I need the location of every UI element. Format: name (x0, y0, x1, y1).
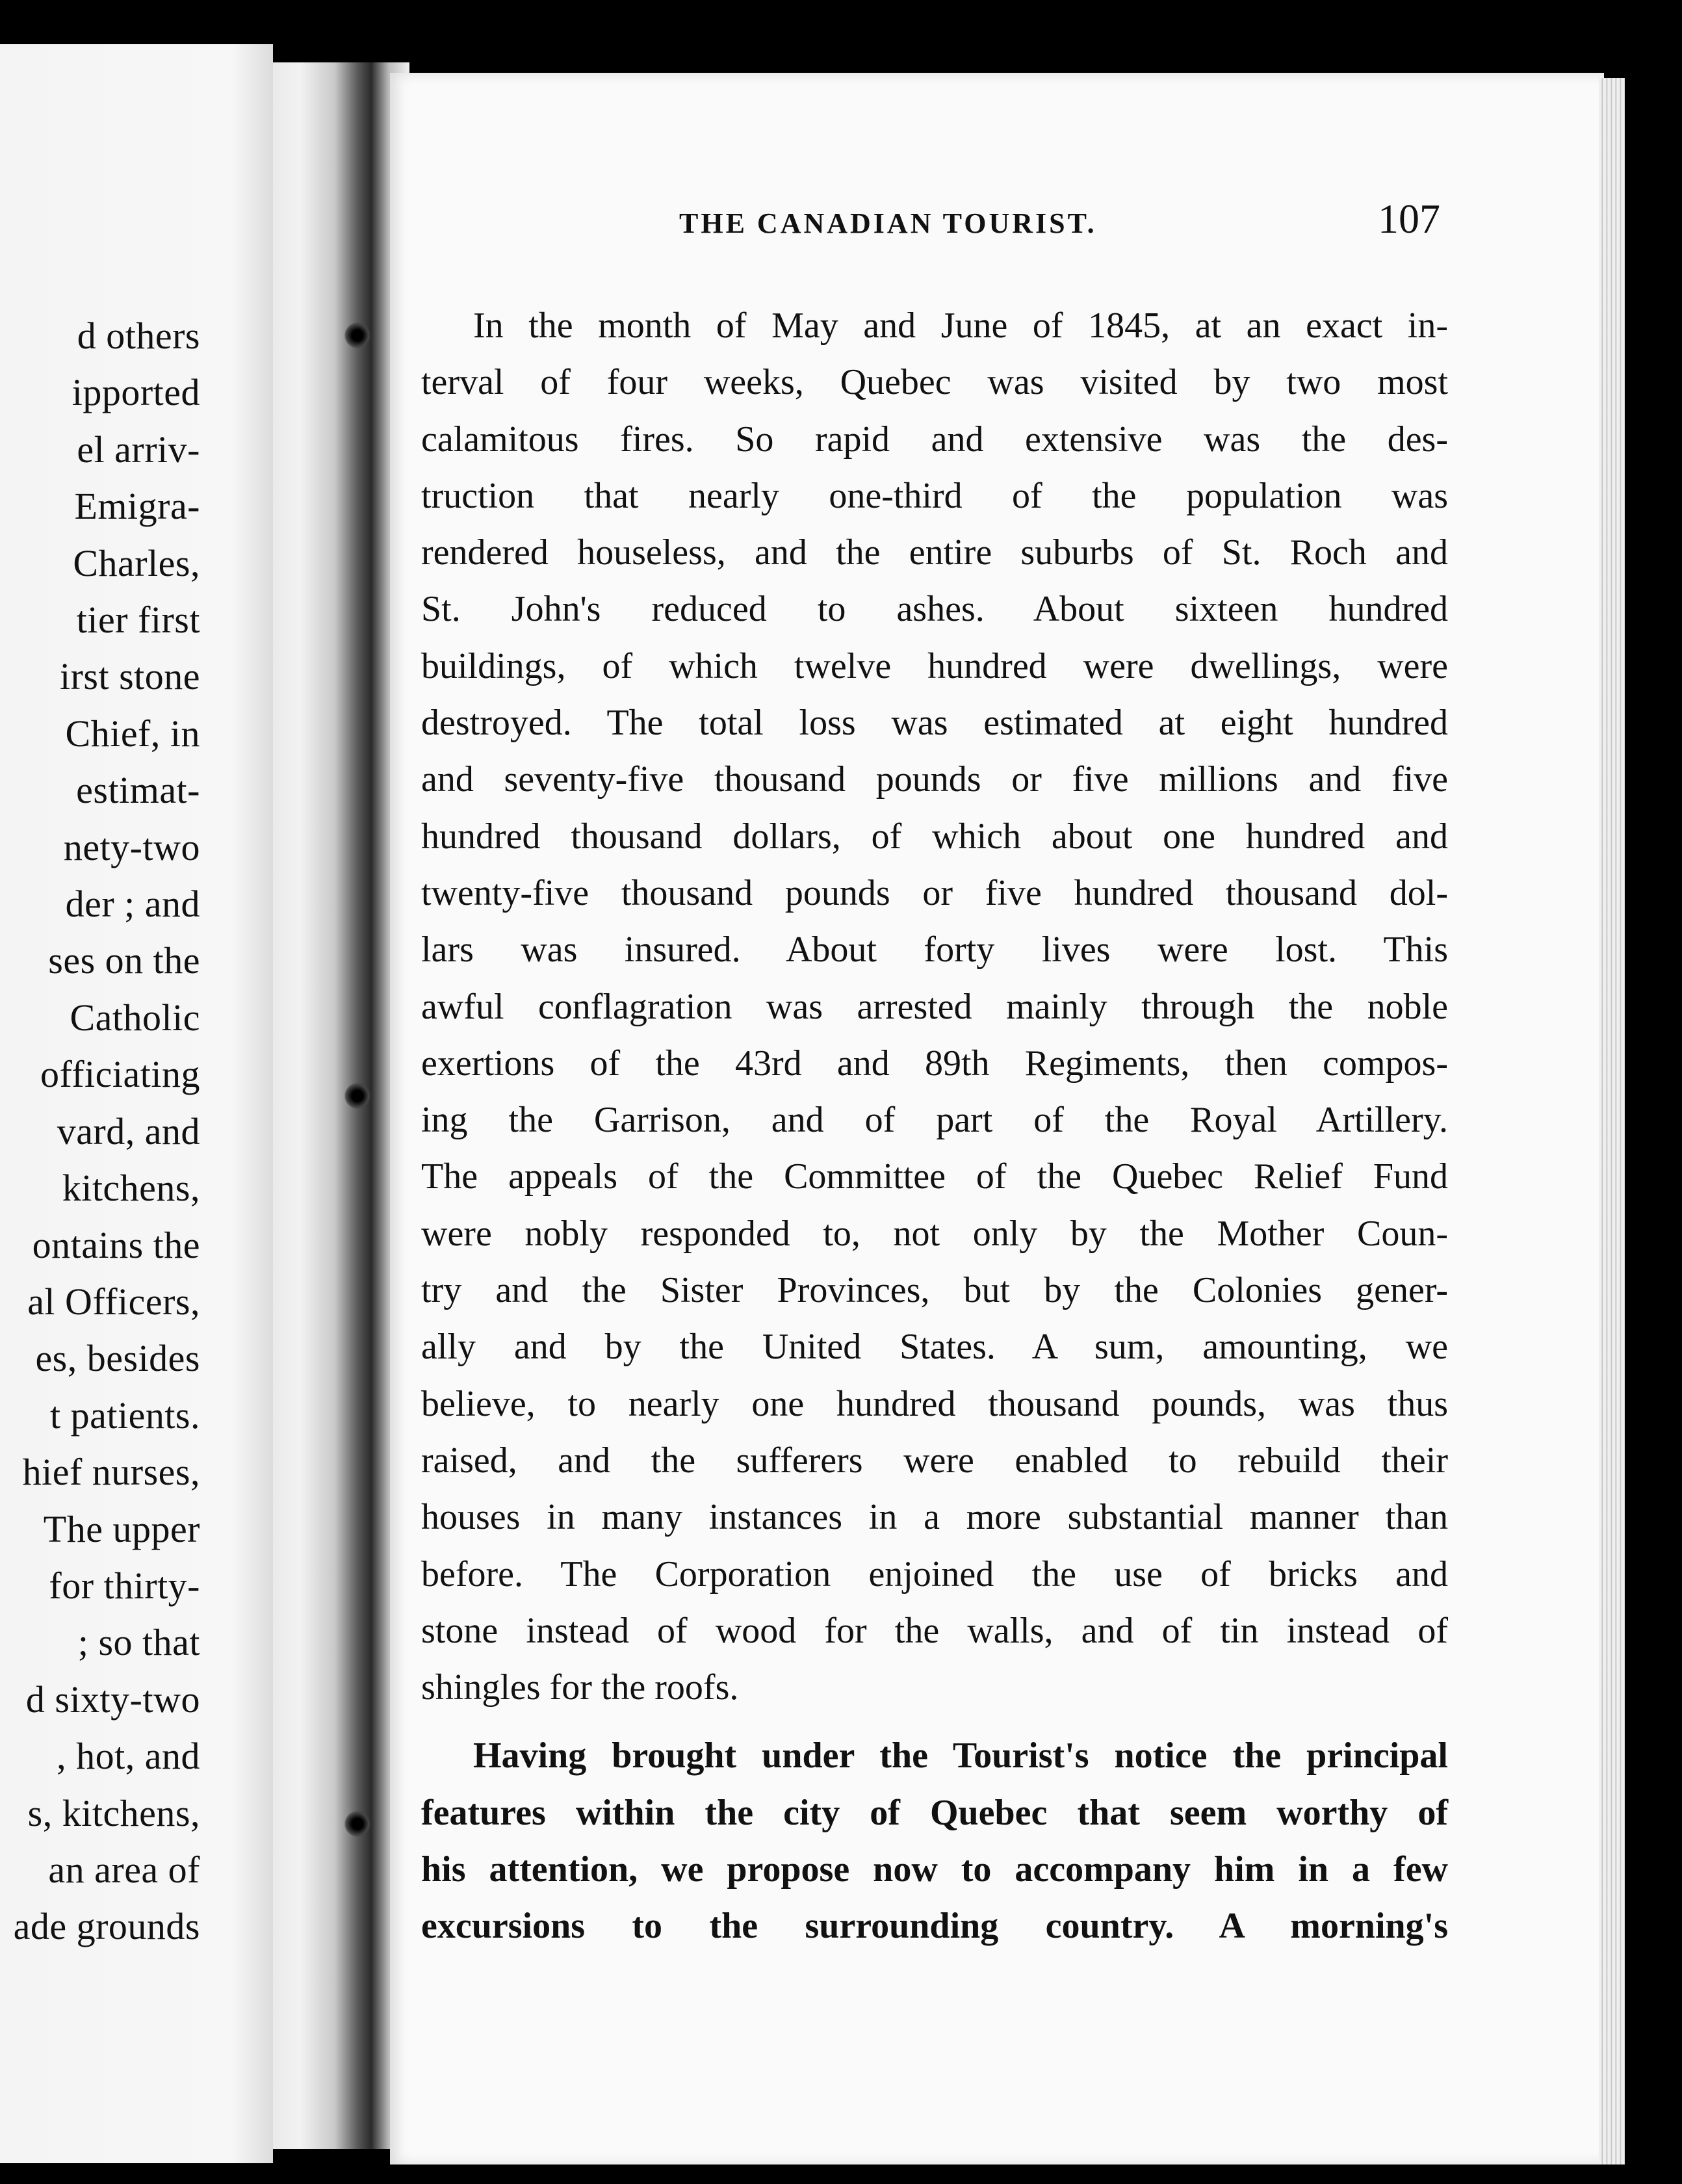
left-page-line: el arriv- (77, 428, 200, 471)
left-page-line: hief nurses, (22, 1451, 200, 1494)
text-line: shingles for the roofs. (421, 1667, 739, 1708)
left-page-line: ; so that (77, 1621, 200, 1664)
text-line: ally and by the United States. A sum, amounting, we (421, 1327, 1448, 1368)
text-line: were nobly responded to, not only by the Mother Coun- (421, 1213, 1448, 1254)
left-page-line: an area of (48, 1848, 200, 1891)
text-line: awful conflagration was arrested mainly through the noble (421, 986, 1448, 1027)
binding-hole (344, 1083, 370, 1109)
text-line: exertions of the 43rd and 89th Regiments, then compos- (421, 1043, 1448, 1084)
left-page-line: ontains the (32, 1223, 200, 1266)
left-page-line: Chief, in (65, 712, 200, 755)
text-line: hundred thousand dollars, of which about one hundred and (421, 816, 1448, 857)
text-line: In the month of May and June of 1845, at an exact in- (473, 306, 1448, 346)
text-line: The appeals of the Committee of the Quebec Relief Fund (421, 1156, 1448, 1197)
text-line: buildings, of which twelve hundred were dwellings, were (421, 645, 1448, 686)
text-line: houses in many instances in a more substantial manner than (421, 1497, 1448, 1538)
body-text (421, 298, 1448, 1955)
left-page-line: vard, and (57, 1110, 200, 1152)
left-page-line: s, kitchens, (27, 1791, 200, 1834)
left-page-line: d others (77, 315, 200, 357)
text-line: destroyed. The total loss was estimated at eight hundred (421, 703, 1448, 744)
left-page-line: kitchens, (62, 1167, 200, 1210)
text-line: twenty-five thousand pounds or five hundred thousand dol- (421, 872, 1448, 913)
text-line: rendered houseless, and the entire suburbs of St. Roch and (421, 532, 1448, 573)
text-line: excursions to the surrounding country. A morning's (421, 1906, 1448, 1947)
text-line: before. The Corporation enjoined the use of bricks and (421, 1554, 1448, 1594)
page-number: 107 (1378, 196, 1440, 242)
text-line: truction that nearly one-third of the population was (421, 475, 1448, 516)
left-page-line: d sixty-two (25, 1678, 200, 1721)
left-page-line: irst stone (59, 655, 200, 698)
left-page-line: al Officers, (27, 1280, 200, 1323)
text-line: believe, to nearly one hundred thousand pounds, was thus (421, 1383, 1448, 1424)
left-page-line: Emigra- (74, 485, 200, 528)
left-page-line: Catholic (70, 996, 200, 1039)
text-line: lars was insured. About forty lives were lost. This (421, 930, 1448, 970)
running-head: THE CANADIAN TOURIST. (679, 207, 1097, 239)
binding-hole (344, 1811, 370, 1837)
left-page-line: ade grounds (13, 1905, 200, 1948)
left-page-line: Charles, (73, 541, 200, 584)
paragraph-1 (421, 298, 1448, 1716)
left-page-line: tier first (76, 599, 200, 642)
left-page-line: , hot, and (57, 1735, 200, 1778)
text-line: terval of four weeks, Quebec was visited by two most (421, 362, 1448, 403)
paragraph-2 (421, 1728, 1448, 1955)
text-line: and seventy-five thousand pounds or five millions and five (421, 759, 1448, 800)
left-page-line: estimat- (76, 769, 200, 812)
text-line: ing the Garrison, and of part of the Royal Artillery. (421, 1100, 1448, 1141)
text-line: calamitous fires. So rapid and extensive was the des- (421, 419, 1448, 460)
text-line: his attention, we propose now to accompany him in a few (421, 1849, 1448, 1890)
text-line: Having brought under the Tourist's notice the principal (473, 1736, 1448, 1776)
left-page-line: der ; and (65, 883, 200, 926)
text-line: features within the city of Quebec that seem worthy of (421, 1792, 1448, 1833)
left-page-line: t patients. (49, 1394, 200, 1436)
text-line: try and the Sister Provinces, but by the Colonies gener- (421, 1270, 1448, 1311)
left-page-line: nety-two (63, 826, 200, 868)
left-page-line: es, besides (35, 1337, 200, 1380)
text-line: stone instead of wood for the walls, and of tin instead of (421, 1610, 1448, 1651)
left-page (0, 44, 273, 2163)
left-page-line: for thirty- (49, 1564, 200, 1607)
left-page-line: ses on the (48, 939, 200, 982)
page-stack-edge (1599, 78, 1625, 2164)
binding-hole (344, 322, 370, 348)
left-page-line: The upper (43, 1507, 200, 1550)
left-page-line: officiating (40, 1053, 200, 1096)
text-line: St. John's reduced to ashes. About sixteen hundred (421, 589, 1448, 630)
left-page-line: ipported (71, 371, 200, 414)
book-gutter (273, 62, 409, 2149)
text-line: raised, and the sufferers were enabled to rebuild their (421, 1440, 1448, 1481)
left-page-text (14, 307, 200, 1955)
